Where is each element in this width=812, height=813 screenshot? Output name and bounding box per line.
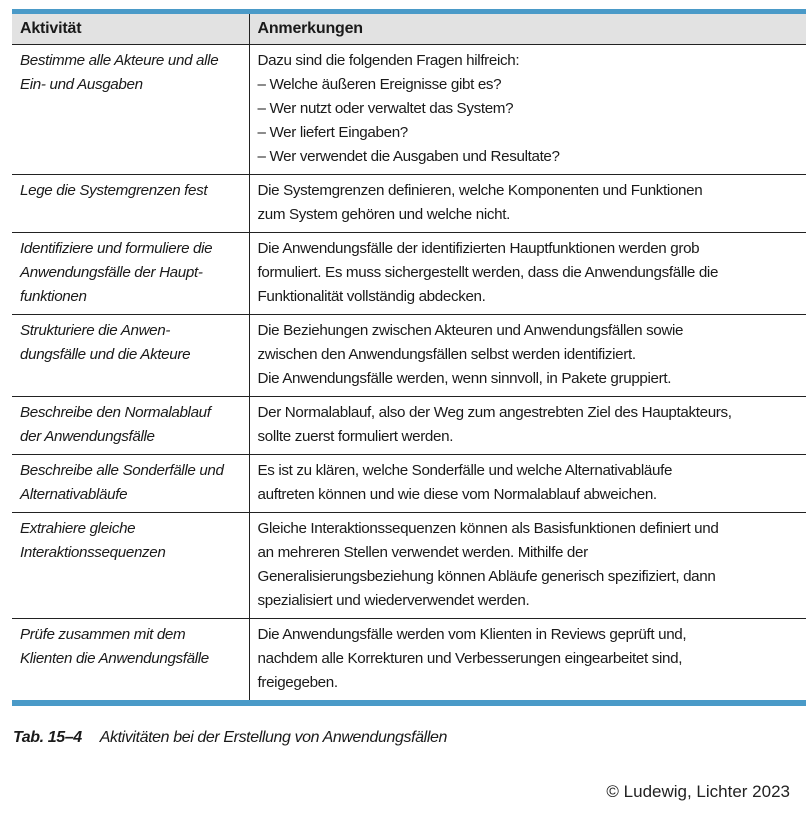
- notes-text-line: Die Systemgrenzen definieren, welche Komponenten und Funktionen: [257, 182, 703, 199]
- notes-cell: [249, 455, 806, 513]
- notes-text-line: – Welche äußeren Ereignisse gibt es?: [257, 76, 502, 93]
- activity-cell: [12, 513, 249, 619]
- activity-cell: [12, 45, 249, 175]
- table-row: [12, 315, 806, 397]
- activities-table: [12, 14, 806, 700]
- notes-text-line: Die Anwendungsfälle werden, wenn sinnvoll, in Pakete gruppiert.: [257, 370, 672, 387]
- notes-text-line: Die Beziehungen zwischen Akteuren und Anwendungsfällen sowie: [257, 322, 684, 339]
- table-row: [12, 45, 806, 175]
- activity-text-line: dungsfälle und die Akteure: [20, 346, 191, 363]
- notes-cell: [249, 45, 806, 175]
- notes-text-line: Gleiche Interaktionssequenzen können als Basisfunktionen definiert und: [257, 520, 719, 537]
- activity-text-line: Prüfe zusammen mit dem: [20, 626, 186, 643]
- activity-text-line: der Anwendungsfälle: [20, 428, 155, 445]
- activity-text-line: Alternativabläufe: [20, 486, 128, 503]
- activity-text-line: Bestimme alle Akteure und alle: [20, 52, 219, 69]
- caption-text: Aktivitäten bei der Erstellung von Anwendungsfällen: [99, 729, 447, 746]
- notes-cell: [249, 619, 806, 701]
- notes-text-line: spezialisiert und wiederverwendet werden.: [257, 592, 530, 609]
- table-header-row: [12, 14, 806, 45]
- notes-text-line: sollte zuerst formuliert werden.: [257, 428, 454, 445]
- notes-text-line: Der Normalablauf, also der Weg zum angestrebten Ziel des Hauptakteurs,: [257, 404, 732, 421]
- table-row: [12, 513, 806, 619]
- notes-text-line: – Wer liefert Eingaben?: [257, 124, 408, 141]
- notes-text-line: formuliert. Es muss sichergestellt werden, dass die Anwendungsfälle die: [257, 264, 719, 281]
- notes-text-line: nachdem alle Korrekturen und Verbesserungen eingearbeitet sind,: [257, 650, 683, 667]
- table-row: [12, 619, 806, 701]
- notes-text-line: freigegeben.: [257, 674, 338, 691]
- table-bottom-accent-bar: [12, 700, 806, 706]
- notes-text-line: an mehreren Stellen verwendet werden. Mithilfe der: [257, 544, 588, 561]
- notes-text-line: zwischen den Anwendungsfällen selbst werden identifiziert.: [257, 346, 636, 363]
- activity-cell: [12, 397, 249, 455]
- notes-text-line: Dazu sind die folgenden Fragen hilfreich:: [257, 52, 520, 69]
- notes-cell: [249, 233, 806, 315]
- notes-cell: [249, 175, 806, 233]
- activity-text-line: Klienten die Anwendungsfälle: [20, 650, 209, 667]
- activity-cell: [12, 315, 249, 397]
- notes-text-line: Generalisierungsbeziehung können Abläufe generisch spezifiziert, dann: [257, 568, 716, 585]
- table-row: [12, 455, 806, 513]
- notes-text-line: Es ist zu klären, welche Sonderfälle und welche Alternativabläufe: [257, 462, 673, 479]
- activity-cell: [12, 455, 249, 513]
- notes-text-line: zum System gehören und welche nicht.: [257, 206, 510, 223]
- activity-text-line: Lege die Systemgrenzen fest: [20, 182, 208, 199]
- notes-cell: [249, 315, 806, 397]
- notes-text-line: – Wer verwendet die Ausgaben und Resultate?: [257, 148, 560, 165]
- activity-text-line: Interaktionssequenzen: [20, 544, 166, 561]
- activity-cell: [12, 175, 249, 233]
- activity-text-line: Strukturiere die Anwen-: [20, 322, 171, 339]
- caption-label: Tab. 15–4: [13, 729, 82, 746]
- notes-cell: [249, 397, 806, 455]
- notes-cell: [249, 513, 806, 619]
- notes-text-line: – Wer nutzt oder verwaltet das System?: [257, 100, 514, 117]
- table-caption: [13, 729, 447, 747]
- notes-text-line: Die Anwendungsfälle werden vom Klienten in Reviews geprüft und,: [257, 626, 687, 643]
- table-row: [12, 175, 806, 233]
- activities-table-container: [12, 9, 806, 706]
- header-activity: Aktivität: [12, 14, 249, 45]
- table-row: [12, 397, 806, 455]
- activity-text-line: Beschreibe alle Sonderfälle und: [20, 462, 224, 479]
- activity-text-line: Extrahiere gleiche: [20, 520, 136, 537]
- activity-text-line: funktionen: [20, 288, 87, 305]
- notes-text-line: Die Anwendungsfälle der identifizierten Hauptfunktionen werden grob: [257, 240, 700, 257]
- activity-text-line: Anwendungsfälle der Haupt-: [20, 264, 203, 281]
- activity-cell: [12, 233, 249, 315]
- table-row: [12, 233, 806, 315]
- activity-text-line: Identifiziere und formuliere die: [20, 240, 213, 257]
- activity-text-line: Ein- und Ausgaben: [20, 76, 143, 93]
- activity-text-line: Beschreibe den Normalablauf: [20, 404, 211, 421]
- notes-text-line: auftreten können und wie diese vom Normalablauf abweichen.: [257, 486, 657, 503]
- notes-text-line: Funktionalität vollständig abdecken.: [257, 288, 486, 305]
- header-notes: Anmerkungen: [249, 14, 806, 45]
- copyright-notice: © Ludewig, Lichter 2023: [606, 782, 790, 801]
- activity-cell: [12, 619, 249, 701]
